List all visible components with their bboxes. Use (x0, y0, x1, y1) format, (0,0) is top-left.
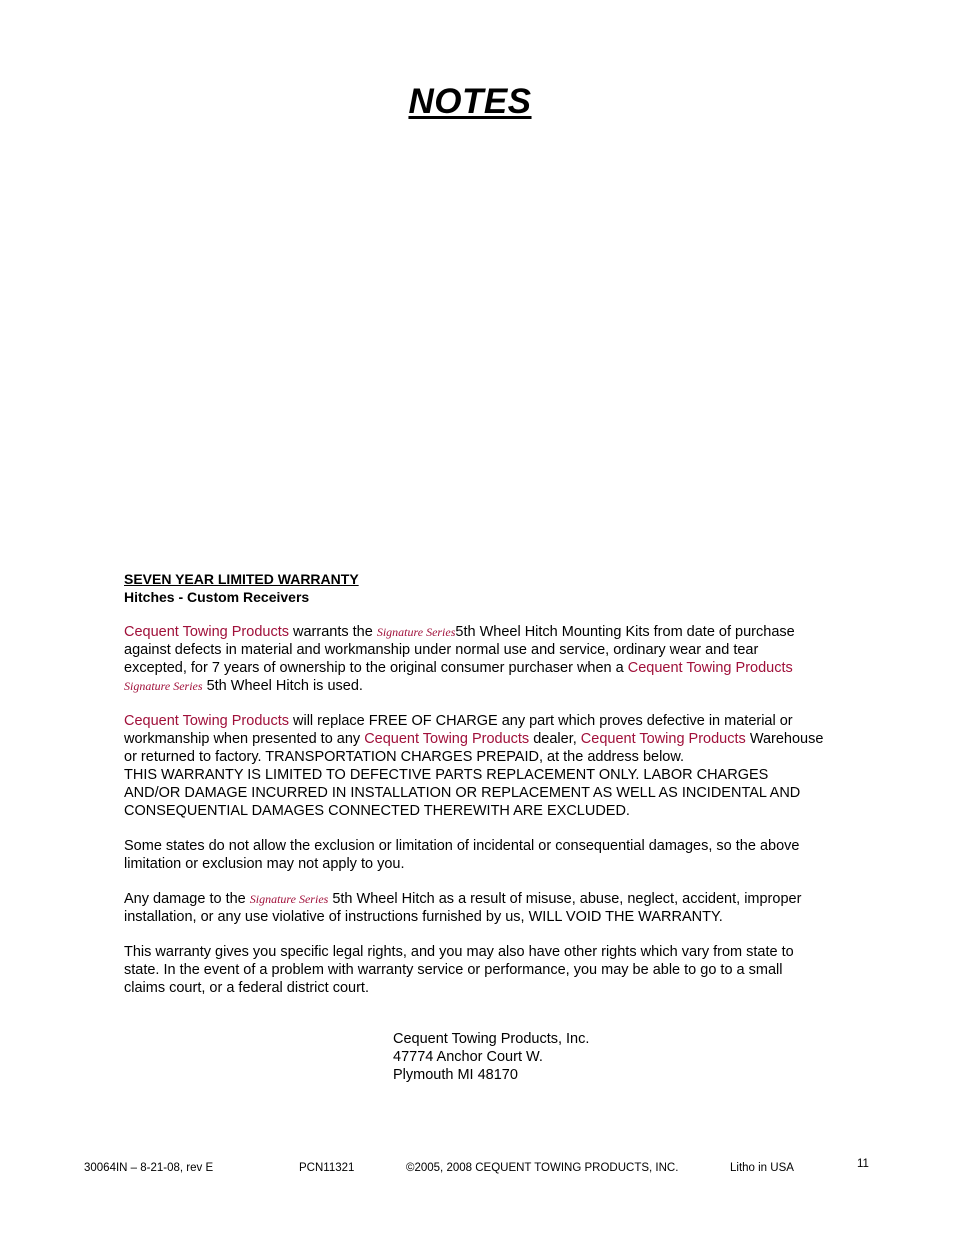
p1-text-c: 5th Wheel Hitch is used. (206, 678, 363, 694)
brand-name: Cequent Towing Products (124, 713, 289, 729)
page-number: 11 (857, 1158, 869, 1170)
series-name: Signature Series (124, 679, 203, 693)
address-street: 47774 Anchor Court W. (393, 1049, 543, 1065)
p1-text-b: 5th Wheel Hitch Mounting Kits from date of purchase against defects in material and workmanship under normal use and service, ordinary wear and tear excepted, for 7 years of ownership to the original consumer purchaser when a (124, 624, 795, 676)
series-name: Signature Series (376, 625, 456, 639)
warranty-paragraph-1 (124, 623, 824, 695)
p4-text-a: Any damage to the (124, 891, 246, 907)
footer-copyright: ©2005, 2008 CEQUENT TOWING PRODUCTS, INC. (406, 1162, 679, 1174)
p1-text-a: warrants the (293, 624, 373, 640)
footer-doc-id: 30064IN – 8-21-08, rev E (84, 1162, 214, 1174)
brand-name: Cequent Towing Products (627, 660, 793, 676)
p2-text-b: dealer, (533, 731, 577, 747)
company-address (393, 1030, 589, 1084)
address-company: Cequent Towing Products, Inc. (393, 1031, 590, 1047)
p4-text-b: 5th Wheel Hitch as a result of misuse, abuse, neglect, accident, improper installation, or any use violative of instructions furnished by us, WILL VOID THE WARRANTY. (124, 891, 802, 925)
p2-text-d: THIS WARRANTY IS LIMITED TO DEFECTIVE PARTS REPLACEMENT ONLY. LABOR CHARGES AND/OR DAMAGE INCURRED IN INSTALLATION OR REPLACEMENT AS WELL AS INCIDENTAL AND CONSEQUENTIAL DAMAGES CONNECTED THEREWITH ARE EXCLUDED. (124, 767, 801, 819)
p2-text-a: will replace FREE OF CHARGE any part which proves defective in material or workmanship when presented to any (124, 713, 793, 747)
brand-name: Cequent Towing Products (124, 624, 289, 640)
warranty-heading: SEVEN YEAR LIMITED WARRANTY (124, 571, 359, 587)
brand-name: Cequent Towing Products (364, 731, 530, 747)
p2-text-c: Warehouse or returned to factory. TRANSPORTATION CHARGES PREPAID, at the address below. (124, 731, 824, 765)
series-name: Signature Series (249, 892, 329, 906)
address-city: Plymouth MI 48170 (393, 1067, 518, 1083)
warranty-subheading: Hitches - Custom Receivers (124, 589, 310, 605)
warranty-section (124, 570, 824, 1014)
page-title: NOTES (408, 82, 532, 121)
warranty-paragraph-2 (124, 712, 824, 820)
warranty-paragraph-5: This warranty gives you specific legal rights, and you may also have other rights which vary from state to state. In the event of a problem with warranty service or performance, you may be able to go to a small claims court, or a federal district court. (124, 944, 794, 996)
warranty-paragraph-4 (124, 890, 824, 926)
brand-name: Cequent Towing Products (580, 731, 746, 747)
warranty-paragraph-3: Some states do not allow the exclusion or limitation of incidental or consequential damages, so the above limitation or exclusion may not apply to you. (124, 838, 800, 872)
footer-litho: Litho in USA (730, 1162, 794, 1174)
footer-pcn: PCN11321 (299, 1162, 355, 1174)
